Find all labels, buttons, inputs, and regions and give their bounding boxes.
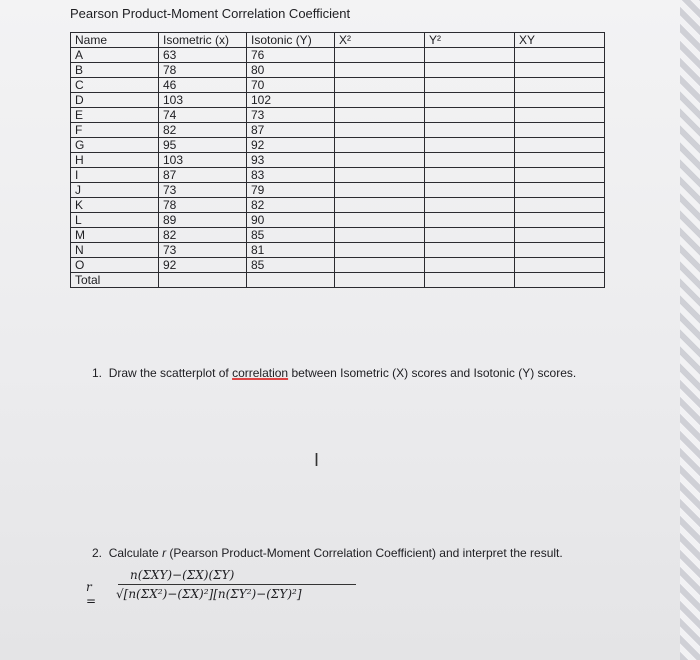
cell-xy[interactable]: [515, 138, 605, 153]
cell-isometric: 82: [159, 228, 247, 243]
cell-y-squared[interactable]: [425, 138, 515, 153]
cell-y-squared[interactable]: [425, 213, 515, 228]
cell-y-squared[interactable]: [425, 123, 515, 138]
cell-xy[interactable]: [515, 258, 605, 273]
cell-xy[interactable]: [515, 93, 605, 108]
table-row: [71, 168, 605, 183]
cell-xy[interactable]: [515, 198, 605, 213]
cell-isometric: 89: [159, 213, 247, 228]
question-2-pre: Calculate: [108, 546, 163, 560]
table-header-row: [71, 33, 605, 48]
question-1-underlined: correlation: [232, 366, 289, 380]
cell-isotonic: 70: [247, 78, 335, 93]
cell-isotonic: 83: [247, 168, 335, 183]
cell-y-squared[interactable]: [425, 198, 515, 213]
header-isometric: Isometric (x): [159, 33, 247, 48]
cell-y-squared[interactable]: [425, 243, 515, 258]
question-2: [92, 546, 563, 560]
cell-x-squared[interactable]: [335, 123, 425, 138]
cell-isotonic: 73: [247, 108, 335, 123]
cell-isometric: 92: [159, 258, 247, 273]
header-x-squared: X²: [335, 33, 425, 48]
cell-isometric: 82: [159, 123, 247, 138]
cell-isometric: 103: [159, 93, 247, 108]
cell-name: G: [71, 138, 159, 153]
cell-name: E: [71, 108, 159, 123]
cell-isotonic: 80: [247, 63, 335, 78]
page-title: Pearson Product-Moment Correlation Coefficient: [70, 6, 351, 21]
question-2-number: 2.: [92, 546, 103, 560]
cell-isotonic: 90: [247, 213, 335, 228]
table-row: [71, 123, 605, 138]
total-y-cell[interactable]: [247, 273, 335, 288]
cell-isometric: 73: [159, 183, 247, 198]
formula-lhs: r =: [86, 580, 97, 608]
table-row: [71, 153, 605, 168]
cell-name: A: [71, 48, 159, 63]
cell-isometric: 78: [159, 198, 247, 213]
total-y2-cell[interactable]: [425, 273, 515, 288]
table-row: [71, 243, 605, 258]
cell-x-squared[interactable]: [335, 198, 425, 213]
cell-isometric: 87: [159, 168, 247, 183]
cell-y-squared[interactable]: [425, 78, 515, 93]
cell-y-squared[interactable]: [425, 258, 515, 273]
cell-isotonic: 82: [247, 198, 335, 213]
cell-isotonic: 93: [247, 153, 335, 168]
question-1-post: between Isometric (X) scores and Isotonic (Y) scores.: [288, 366, 577, 380]
cell-isotonic: 85: [247, 228, 335, 243]
cell-xy[interactable]: [515, 78, 605, 93]
formula-numerator: n(ΣXY)−(ΣX)(ΣY): [130, 568, 235, 582]
table-row: [71, 93, 605, 108]
cell-x-squared[interactable]: [335, 168, 425, 183]
total-label: Total: [71, 273, 159, 288]
table-row: [71, 213, 605, 228]
formula-fraction-bar: [118, 584, 356, 585]
cell-x-squared[interactable]: [335, 258, 425, 273]
cell-y-squared[interactable]: [425, 228, 515, 243]
cell-x-squared[interactable]: [335, 78, 425, 93]
cell-y-squared[interactable]: [425, 168, 515, 183]
table-row: [71, 108, 605, 123]
header-xy: XY: [515, 33, 605, 48]
cell-x-squared[interactable]: [335, 183, 425, 198]
data-table: [70, 32, 605, 288]
cell-xy[interactable]: [515, 168, 605, 183]
table-row: [71, 198, 605, 213]
cell-xy[interactable]: [515, 63, 605, 78]
cell-isometric: 73: [159, 243, 247, 258]
cell-name: M: [71, 228, 159, 243]
cell-isometric: 95: [159, 138, 247, 153]
table-row: [71, 138, 605, 153]
cell-name: D: [71, 93, 159, 108]
cell-xy[interactable]: [515, 183, 605, 198]
table-row: [71, 228, 605, 243]
question-2-var: r: [162, 546, 167, 560]
table-total-row: [71, 273, 605, 288]
cell-x-squared[interactable]: [335, 63, 425, 78]
cell-isometric: 103: [159, 153, 247, 168]
cell-xy[interactable]: [515, 153, 605, 168]
cell-name: K: [71, 198, 159, 213]
table-row: [71, 258, 605, 273]
cell-isometric: 78: [159, 63, 247, 78]
formula-denominator: √[n(ΣX²)−(ΣX)²][n(ΣY²)−(ΣY)²]: [116, 587, 302, 601]
cell-name: F: [71, 123, 159, 138]
cell-name: C: [71, 78, 159, 93]
table-row: [71, 48, 605, 63]
cell-isotonic: 76: [247, 48, 335, 63]
cell-y-squared[interactable]: [425, 48, 515, 63]
cell-y-squared[interactable]: [425, 153, 515, 168]
cell-y-squared[interactable]: [425, 63, 515, 78]
header-y-squared: Y²: [425, 33, 515, 48]
cell-x-squared[interactable]: [335, 108, 425, 123]
cell-name: H: [71, 153, 159, 168]
question-1-pre: Draw the scatterplot of: [108, 366, 233, 380]
cell-y-squared[interactable]: [425, 108, 515, 123]
cell-name: B: [71, 63, 159, 78]
cell-x-squared[interactable]: [335, 138, 425, 153]
header-isotonic: Isotonic (Y): [247, 33, 335, 48]
cell-isometric: 63: [159, 48, 247, 63]
cell-xy[interactable]: [515, 108, 605, 123]
cell-y-squared[interactable]: [425, 93, 515, 108]
cell-xy[interactable]: [515, 228, 605, 243]
cell-isotonic: 79: [247, 183, 335, 198]
cell-isotonic: 87: [247, 123, 335, 138]
cell-isometric: 46: [159, 78, 247, 93]
question-1-number: 1.: [92, 366, 103, 380]
cell-isometric: 74: [159, 108, 247, 123]
cell-name: I: [71, 168, 159, 183]
cell-name: N: [71, 243, 159, 258]
cell-xy[interactable]: [515, 48, 605, 63]
cell-x-squared[interactable]: [335, 228, 425, 243]
cell-x-squared[interactable]: [335, 93, 425, 108]
cell-isotonic: 102: [247, 93, 335, 108]
cell-x-squared[interactable]: [335, 213, 425, 228]
question-1: [92, 366, 576, 380]
cell-name: J: [71, 183, 159, 198]
total-xy-cell[interactable]: [515, 273, 605, 288]
cell-isotonic: 81: [247, 243, 335, 258]
question-2-post: (Pearson Product-Moment Correlation Coefficient) and interpret the result.: [166, 546, 563, 560]
cell-xy[interactable]: [515, 243, 605, 258]
text-cursor-icon: I: [314, 450, 320, 470]
table-row: [71, 63, 605, 78]
cell-name: L: [71, 213, 159, 228]
header-name: Name: [71, 33, 159, 48]
total-x2-cell[interactable]: [335, 273, 425, 288]
cell-y-squared[interactable]: [425, 183, 515, 198]
cell-isotonic: 92: [247, 138, 335, 153]
cell-xy[interactable]: [515, 123, 605, 138]
cell-x-squared[interactable]: [335, 153, 425, 168]
total-x-cell[interactable]: [159, 273, 247, 288]
cell-name: O: [71, 258, 159, 273]
cell-x-squared[interactable]: [335, 243, 425, 258]
table-row: [71, 183, 605, 198]
cell-isotonic: 85: [247, 258, 335, 273]
cell-x-squared[interactable]: [335, 48, 425, 63]
table-row: [71, 78, 605, 93]
background-edge: [680, 0, 700, 660]
cell-xy[interactable]: [515, 213, 605, 228]
